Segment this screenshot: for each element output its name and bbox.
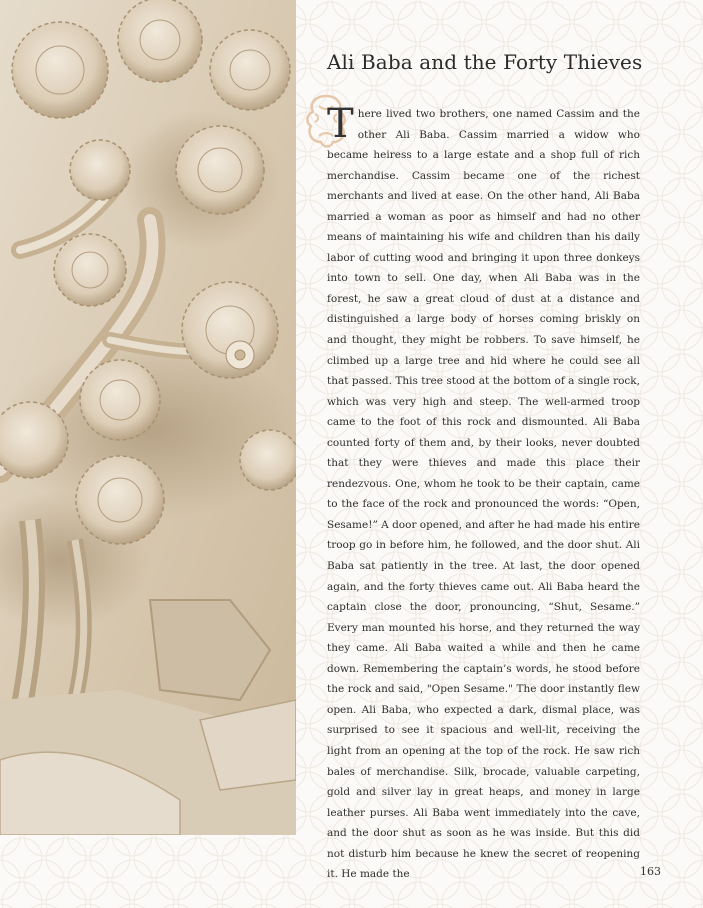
story-body [327, 101, 640, 885]
page-number: 163 [640, 865, 661, 878]
sand-sculpture-image [0, 0, 296, 835]
story-body-text: here lived two brothers, one named Cassim and the other Ali Baba. Cassim married a widow who became heiress to a large estate and a shop full of rich merchandise. Cassim became one of the richest merchants and lived at ease. On the other hand, Ali Baba married a woman as poor as himself and had no other means of maintaining his wife and children than his daily labor of cutting wood and bringing it upon three donkeys into town to sell. One day, when Ali Baba was in the forest, he saw a great cloud of dust at a distance and distinguished a large body of horses coming briskly on and thought, they might be robbers. To save himself, he climbed up a large tree and hid where he could see all that passed. This tree stood at the bottom of a single rock, which was very high and steep. The well-armed troop came to the foot of this rock and dismounted. Ali Baba counted forty of them and, by their looks, never doubted that they were thieves and made this place their rendezvous. One, whom he took to be their captain, came to the face of the rock and pronounced the words: “Open, Sesame!” A door opened, and after he had made his entire troop go in before him, he followed, and the door shut. Ali Baba sat patiently in the tree. At last, the door opened again, and the forty thieves came out. Ali Baba heard the captain close the door, pronouncing, “Shut, Sesame.” Every man mounted his horse, and they returned the way they came. Ali Baba waited a while and then he came down. Remembering the captain’s words, he stood before the rock and said, "Open Sesame." The door instantly flew open. Ali Baba, who expected a dark, dismal place, was surprised to see it spacious and well-lit, receiving the light from an opening at the top of the rock. He saw rich bales of merchandise. Silk, brocade, valuable carpeting, gold and silver lay in great heaps, and money in large leather purses. Ali Baba went immediately into the cave, and the door shut as soon as he was inside. But this did not disturb him because he knew the secret of reopening it. He made the [327, 108, 640, 881]
story-title: Ali Baba and the Forty Thieves [327, 50, 643, 74]
drop-cap: T [327, 101, 354, 147]
